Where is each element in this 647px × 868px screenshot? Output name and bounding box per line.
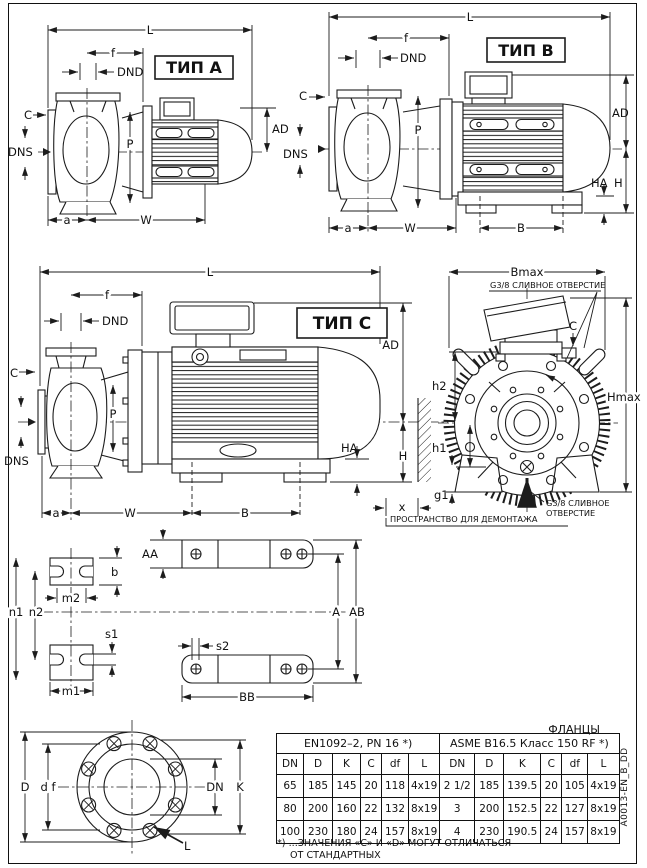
cell: 145 <box>333 775 361 798</box>
cell: 160 <box>333 798 361 821</box>
asme-standard-header: ASME B16.5 Класс 150 RF *) <box>440 734 619 754</box>
cell: 24 <box>361 821 382 844</box>
dim-K: K <box>236 780 244 794</box>
dim-s1: s1 <box>105 627 119 641</box>
col-header: C <box>361 754 382 775</box>
dim-B: B <box>241 506 249 520</box>
col-header: df <box>382 754 409 775</box>
dim-AA: AA <box>142 547 159 561</box>
dim-Hmax: Hmax <box>607 390 641 404</box>
cell: 185 <box>304 775 333 798</box>
dim-DN: DN <box>206 780 224 794</box>
dim-H: H <box>398 449 408 463</box>
cell: 230 <box>475 821 504 844</box>
col-header: C <box>541 754 562 775</box>
cell: 65 <box>277 775 304 798</box>
top-flange <box>500 342 562 354</box>
dim-n2: n2 <box>28 605 44 619</box>
dim-P: P <box>109 407 117 421</box>
cell: 157 <box>562 821 588 844</box>
dim-BB: BB <box>239 690 255 704</box>
dim-a: a <box>52 506 60 520</box>
col-header: D <box>304 754 333 775</box>
table-footnote <box>277 838 511 862</box>
dim-a: a <box>344 221 352 235</box>
footnote-line1: *) ...ЗНАЧЕНИЯ «C» И «D» МОГУТ ОТЛИЧАТЬСЯ <box>277 838 512 849</box>
dim-m2: m2 <box>61 591 81 605</box>
type-b-drawing <box>283 10 634 235</box>
document-code: A0013-EN_B_DD <box>620 747 630 827</box>
dim-DNS: DNS <box>283 147 308 161</box>
dim-h2: h2 <box>432 379 447 393</box>
type-a-drawing <box>8 23 289 227</box>
cell: 105 <box>562 775 588 798</box>
drain-note-top: G3/8 СЛИВНОЕ ОТВЕРСТИЕ <box>490 280 606 290</box>
en-standard-header: EN1092–2, PN 16 *) <box>277 734 440 754</box>
cell: 2 1/2 <box>440 775 475 798</box>
dim-L-hole: L <box>184 839 191 853</box>
footnote-line2: ОТ СТАНДАРТНЫХ <box>290 849 381 861</box>
motor-base <box>172 459 330 473</box>
table-row <box>277 775 620 798</box>
cell: 20 <box>361 775 382 798</box>
cell: 139.5 <box>504 775 541 798</box>
flow-arrow <box>28 418 36 426</box>
table-row <box>277 798 620 821</box>
baseplate-drawing <box>9 529 365 704</box>
type-a-title: ТИП A <box>166 58 222 77</box>
cell: 22 <box>541 798 562 821</box>
pump-wet-end <box>48 88 120 218</box>
dim-df: d f <box>40 780 56 794</box>
flange-drawing <box>20 720 246 856</box>
dim-HA: HA <box>341 441 358 455</box>
pump-wet-end <box>329 85 401 215</box>
dim-W: W <box>124 506 136 520</box>
dim-C: C <box>299 89 308 103</box>
cell: 152.5 <box>504 798 541 821</box>
terminal-box <box>170 302 254 334</box>
cell: 4x19 <box>409 775 440 798</box>
table-group-header-row <box>277 734 620 754</box>
dim-D: D <box>20 780 30 794</box>
dim-L: L <box>146 23 154 37</box>
dim-C: C <box>10 366 19 380</box>
dim-f: f <box>104 288 110 302</box>
space-note: ПРОСТРАНСТВО ДЛЯ ДЕМОНТАЖА <box>390 514 538 524</box>
cell: 3 <box>440 798 475 821</box>
type-b-title: ТИП B <box>498 41 554 60</box>
dim-W: W <box>140 213 152 227</box>
dim-h1: h1 <box>432 441 447 455</box>
dim-AB: AB <box>349 605 365 619</box>
dim-L: L <box>466 10 474 24</box>
dim-DND: DND <box>400 51 427 65</box>
cell: 22 <box>361 798 382 821</box>
cell: 185 <box>475 775 504 798</box>
cell: 190.5 <box>504 821 541 844</box>
handle-right <box>577 347 607 377</box>
dim-AD: AD <box>382 338 399 352</box>
dim-DND: DND <box>102 314 129 328</box>
dim-b: b <box>111 565 119 579</box>
dim-DNS: DNS <box>8 145 33 159</box>
dim-n1: n1 <box>8 605 24 619</box>
foot-right <box>552 455 599 492</box>
cell: 157 <box>382 821 409 844</box>
col-header: DN <box>277 754 304 775</box>
terminal-box <box>160 98 194 120</box>
dim-Bmax: Bmax <box>510 265 544 279</box>
dim-H: H <box>614 176 623 190</box>
col-header: L <box>409 754 440 775</box>
table-column-header-row <box>277 754 620 775</box>
dim-AD: AD <box>612 106 629 120</box>
dim-a: a <box>63 213 71 227</box>
dim-A: A <box>332 605 340 619</box>
dim-HA: HA <box>591 176 608 190</box>
wall-hatch <box>418 398 431 482</box>
lifting-eye <box>192 349 208 365</box>
col-header: df <box>562 754 588 775</box>
dim-DNS: DNS <box>4 454 29 468</box>
dim-DND: DND <box>117 65 144 79</box>
cell: 127 <box>562 798 588 821</box>
cell: 8x19 <box>409 798 440 821</box>
col-header: D <box>475 754 504 775</box>
cell: 180 <box>333 821 361 844</box>
col-header: DN <box>440 754 475 775</box>
dim-s2: s2 <box>216 639 230 653</box>
cell: 132 <box>382 798 409 821</box>
dim-m1: m1 <box>61 684 81 698</box>
cell: 8x19 <box>588 798 619 821</box>
drain-note-bottom-l1: G3/8 СЛИВНОЕ <box>546 498 610 508</box>
cell: 80 <box>277 798 304 821</box>
cell: 100 <box>277 821 304 844</box>
motor-fins <box>463 104 563 192</box>
col-header: K <box>504 754 541 775</box>
cell: 200 <box>475 798 504 821</box>
dim-AD: AD <box>272 122 289 136</box>
motor-end-cap <box>218 120 252 184</box>
cell: 4x19 <box>588 775 619 798</box>
flow-arrow <box>318 145 326 153</box>
dim-f: f <box>110 46 116 60</box>
dim-P: P <box>414 123 422 137</box>
cell: 200 <box>304 798 333 821</box>
cell: 230 <box>304 821 333 844</box>
cell: 8x19 <box>409 821 440 844</box>
col-header: K <box>333 754 361 775</box>
cell: 8x19 <box>588 821 619 844</box>
dim-C: C <box>569 319 578 333</box>
cell: 20 <box>541 775 562 798</box>
flange-dimension-table <box>276 733 620 844</box>
type-c-title: ТИП C <box>312 314 372 334</box>
cell: 4 <box>440 821 475 844</box>
dim-W: W <box>404 221 416 235</box>
foot-left <box>455 455 502 492</box>
dim-g1: g1 <box>434 488 449 502</box>
cell: 24 <box>541 821 562 844</box>
flanges-caption: ФЛАНЦЫ <box>548 723 600 736</box>
dim-C: C <box>24 108 33 122</box>
drain-note-bottom-l2: ОТВЕРСТИЕ <box>546 508 596 518</box>
dim-f: f <box>403 31 409 45</box>
dim-P: P <box>126 137 134 151</box>
col-header: L <box>588 754 619 775</box>
dim-L: L <box>206 265 214 279</box>
dim-B: B <box>517 221 525 235</box>
cell: 118 <box>382 775 409 798</box>
dim-x: x <box>398 500 406 514</box>
end-view-drawing <box>432 265 641 518</box>
